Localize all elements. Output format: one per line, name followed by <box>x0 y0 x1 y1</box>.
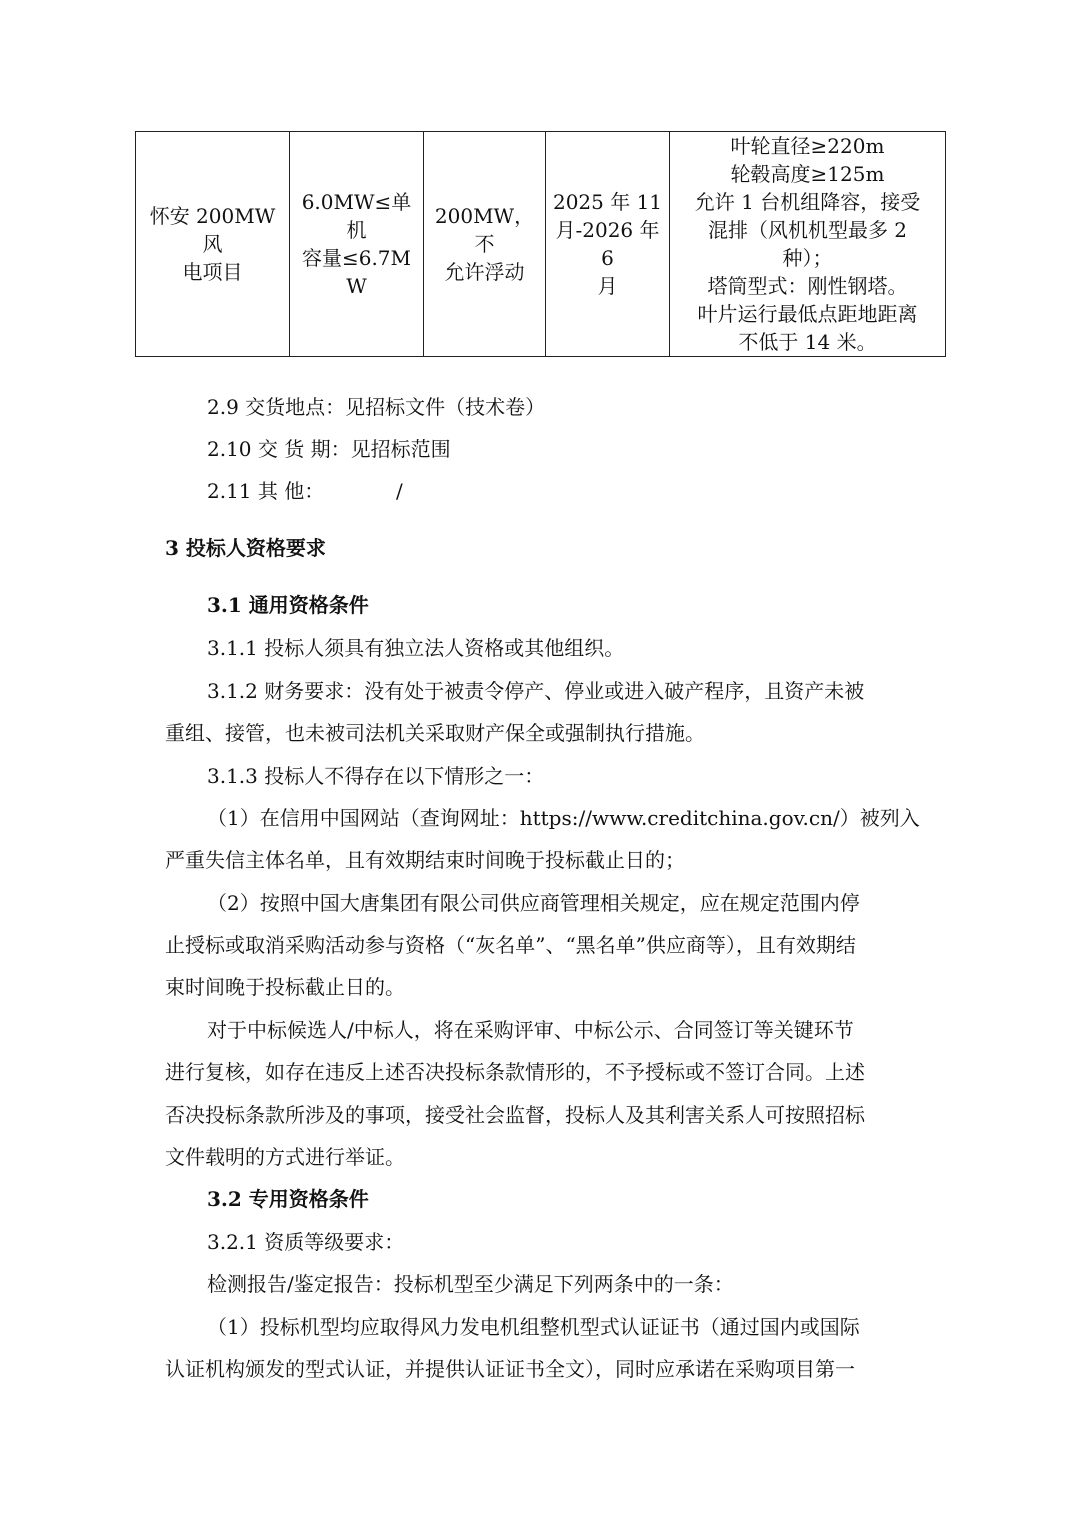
cell-text: 混排（风机机型最多 2 <box>707 218 908 242</box>
cell-text: 6.0MW≤单机 <box>301 190 412 242</box>
unit-capacity-cell <box>290 132 424 357</box>
clause-3-2-1: 3.2.1 资质等级要求： <box>207 1230 405 1254</box>
cert-line: （1）投标机型均应取得风力发电机组整机型式认证证书（通过国内或国际 <box>207 1315 860 1339</box>
cell-text: 怀安 200MW 风 <box>149 204 276 256</box>
technical-requirements-cell <box>670 132 946 357</box>
requirements-table <box>135 131 946 357</box>
item-2-line: 束时间晚于投标截止日的。 <box>165 975 405 999</box>
cell-text: 2025 年 11 <box>552 190 663 214</box>
delivery-period: 2.10 交 货 期：见招标范围 <box>207 437 451 461</box>
section-3-2-title: 3.2 专用资格条件 <box>207 1187 369 1211</box>
cell-text: 月-2026 年 6 <box>555 218 660 270</box>
clause-3-1-2-line: 3.1.2 财务要求：没有处于被责令停产、停业或进入破产程序，且资产未被 <box>207 679 865 703</box>
delivery-location: 2.9 交货地点：见招标文件（技术卷） <box>207 395 546 419</box>
cell-text: 不低于 14 米。 <box>738 330 877 354</box>
cell-text: 允许浮动 <box>444 260 525 284</box>
review-line: 文件载明的方式进行举证。 <box>165 1145 405 1169</box>
clause-3-1-2-line: 重组、接管，也未被司法机关采取财产保全或强制执行措施。 <box>165 721 705 745</box>
clause-3-1-3: 3.1.3 投标人不得存在以下情形之一： <box>207 764 545 788</box>
review-line: 否决投标条款所涉及的事项，接受社会监督，投标人及其利害关系人可按照招标 <box>165 1103 865 1127</box>
report-requirement: 检测报告/鉴定报告：投标机型至少满足下列两条中的一条： <box>207 1272 734 1296</box>
item-2-line: （2）按照中国大唐集团有限公司供应商管理相关规定，应在规定范围内停 <box>207 891 860 915</box>
cell-text: 轮毂高度≥125m <box>730 162 885 186</box>
total-capacity-cell <box>424 132 546 357</box>
item-1-line: 严重失信主体名单，且有效期结束时间晚于投标截止日的； <box>165 848 685 872</box>
review-line: 对于中标候选人/中标人，将在采购评审、中标公示、合同签订等关键环节 <box>207 1018 854 1042</box>
section-3-1-title: 3.1 通用资格条件 <box>207 593 369 617</box>
cell-text: 月 <box>597 274 618 298</box>
cell-text: 电项目 <box>182 260 243 284</box>
delivery-period-cell <box>546 132 670 357</box>
cell-text: 叶轮直径≥220m <box>730 134 885 158</box>
other-value: / <box>396 479 403 503</box>
cell-text: 种）； <box>782 246 833 270</box>
review-line: 进行复核，如存在违反上述否决投标条款情形的，不予授标或不签订合同。上述 <box>165 1060 865 1084</box>
cell-text: 塔筒型式：刚性钢塔。 <box>707 274 908 298</box>
table-row <box>136 132 946 357</box>
other-label: 2.11 其 他： <box>207 479 325 503</box>
item-1-line: （1）在信用中国网站（查询网址：https://www.creditchina.gov.cn/）被列入 <box>207 806 920 830</box>
section-3-title: 3 投标人资格要求 <box>165 536 326 560</box>
item-2-line: 止授标或取消采购活动参与资格（“灰名单”、“黑名单”供应商等），且有效期结 <box>165 933 856 957</box>
cell-text: 容量≤6.7MW <box>301 246 412 298</box>
cert-line: 认证机构颁发的型式认证，并提供认证证书全文），同时应承诺在采购项目第一 <box>165 1357 855 1381</box>
cell-text: 允许 1 台机组降容，接受 <box>694 190 921 214</box>
cell-text: 叶片运行最低点距地距离 <box>697 302 918 326</box>
project-name-cell <box>136 132 290 357</box>
clause-3-1-1: 3.1.1 投标人须具有独立法人资格或其他组织。 <box>207 636 625 660</box>
cell-text: 200MW，不 <box>434 204 535 256</box>
